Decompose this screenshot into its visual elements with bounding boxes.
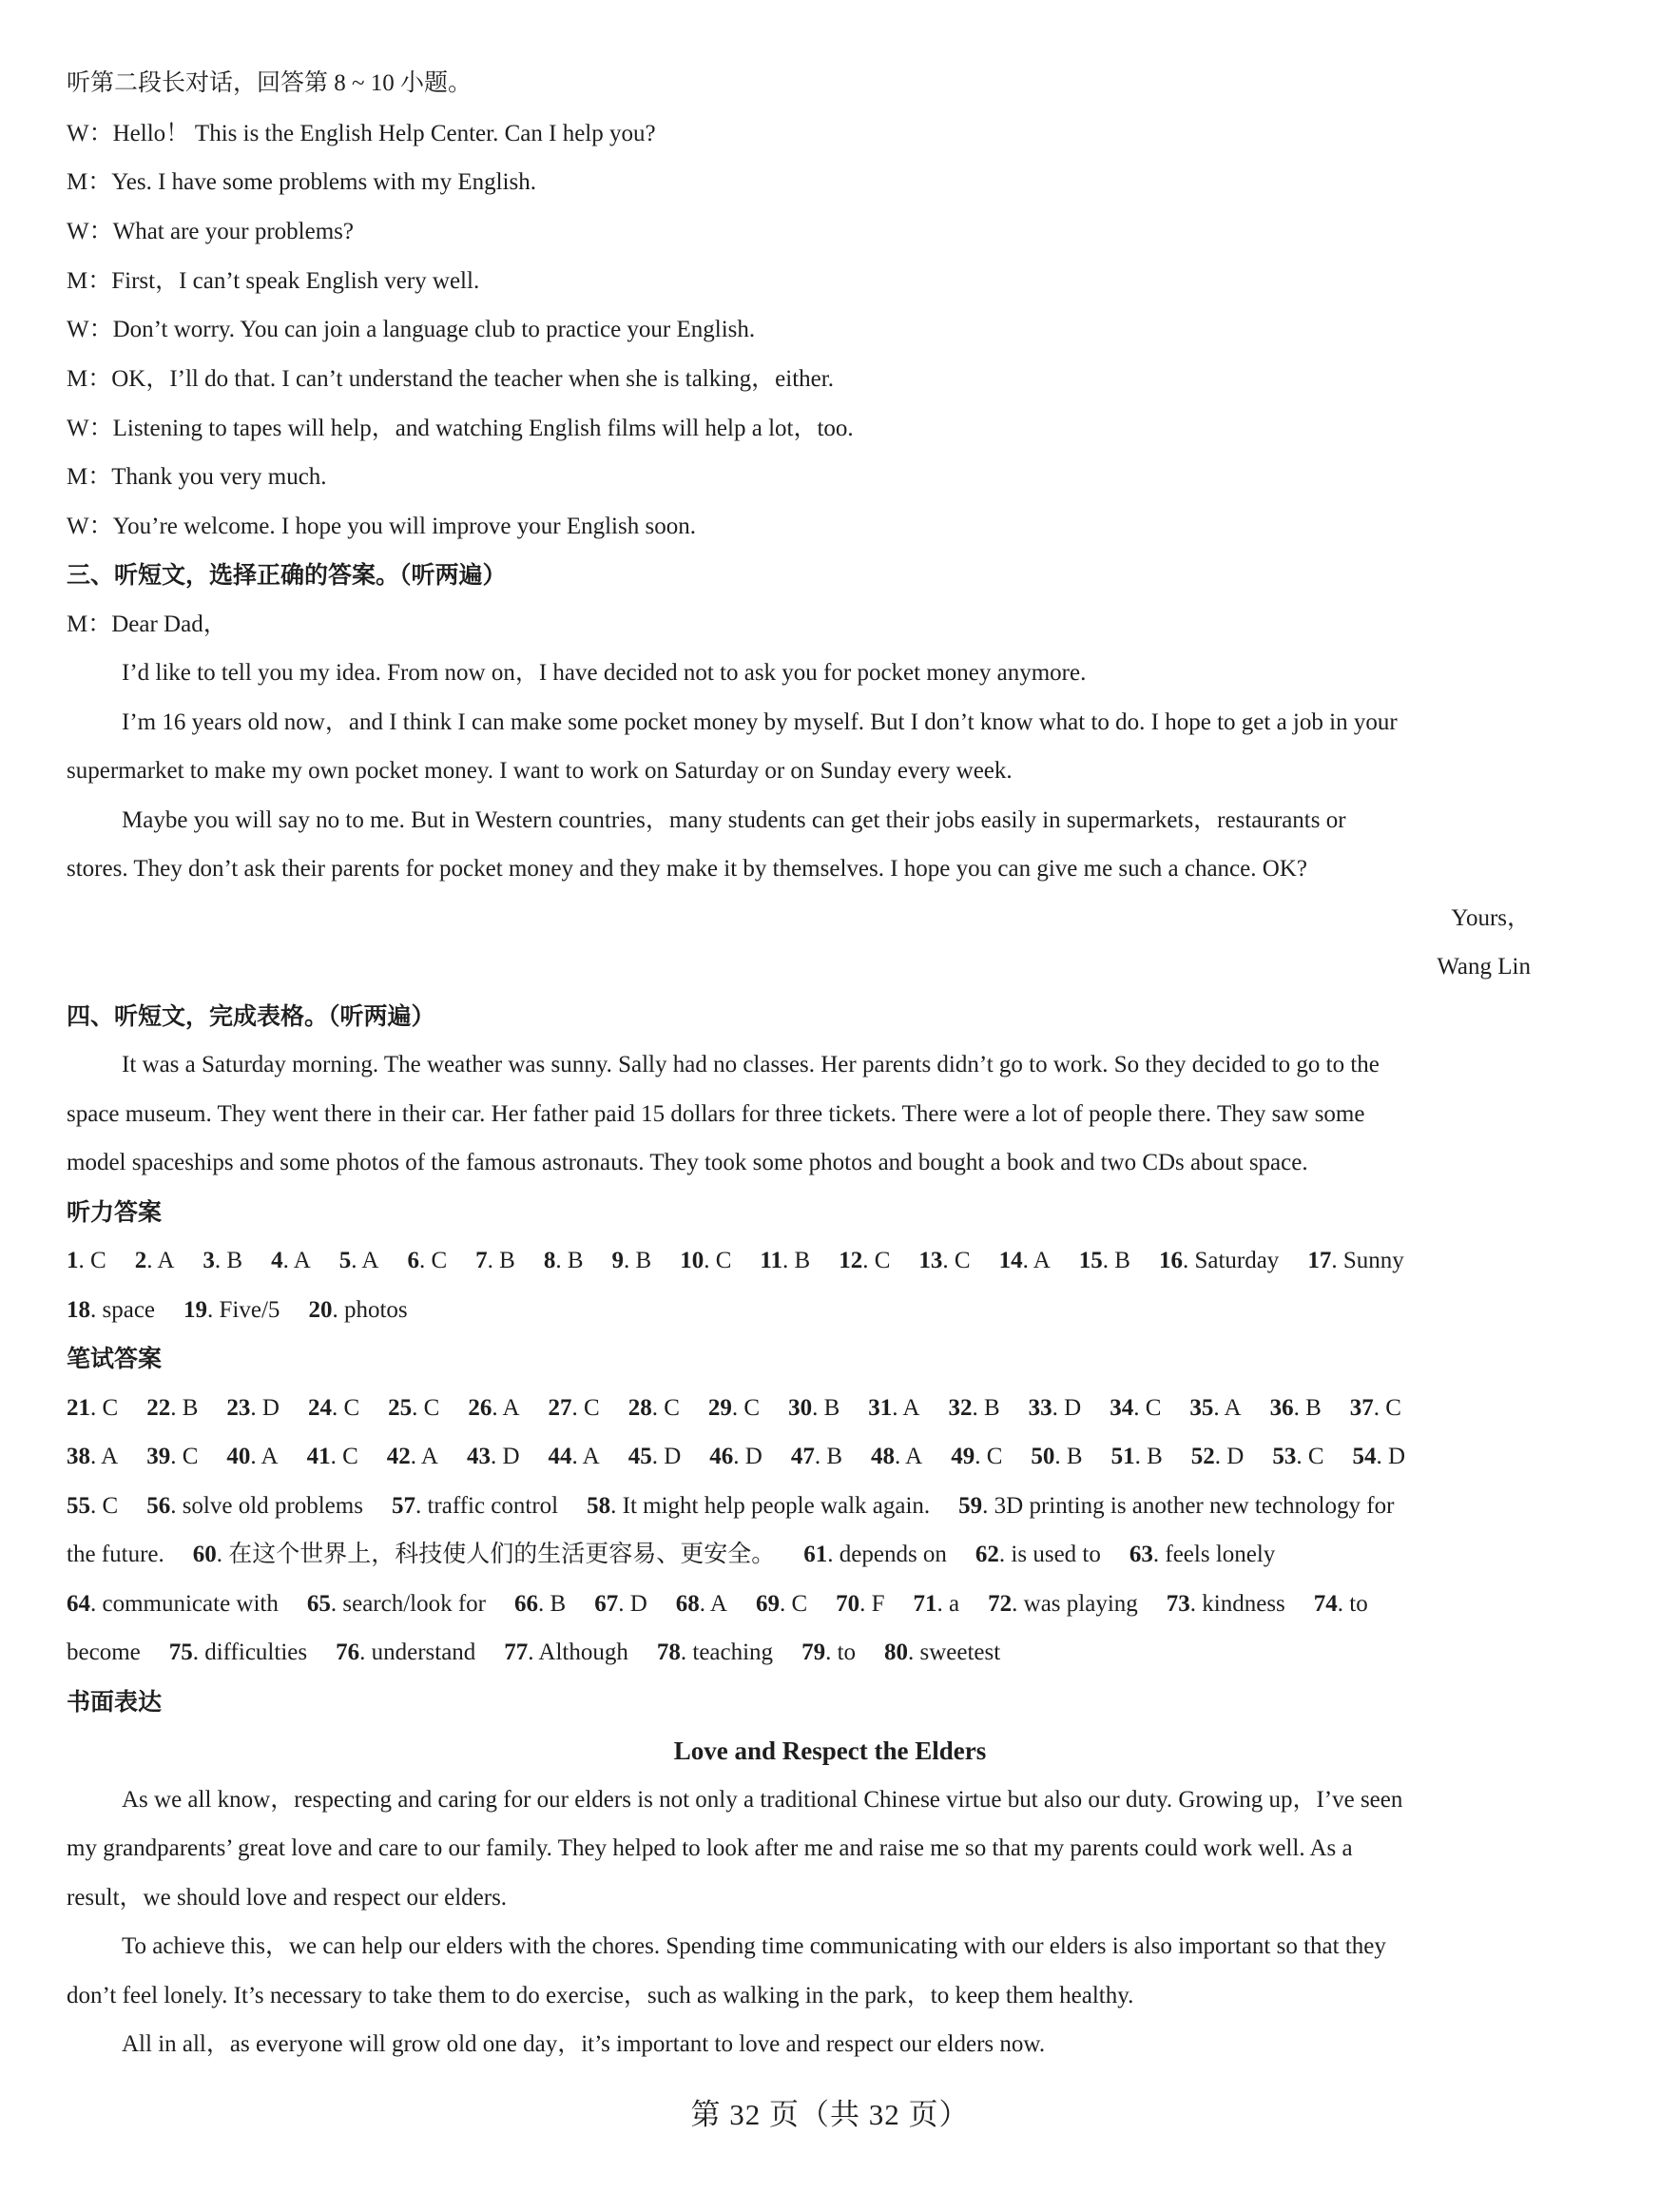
answer-value: A	[502, 1395, 520, 1421]
answer-value: C	[1145, 1395, 1162, 1421]
answer-number: 44	[548, 1444, 572, 1469]
answer-item: 14. A	[998, 1248, 1051, 1273]
answer-value: D	[1226, 1444, 1245, 1469]
answer-value: Sunny	[1342, 1248, 1404, 1273]
answer-value: A	[101, 1444, 119, 1469]
answer-value: A	[1033, 1248, 1051, 1273]
answer-number: 34	[1110, 1395, 1134, 1421]
answer-item: 22. B	[146, 1395, 199, 1421]
answer-number: 45	[627, 1444, 652, 1469]
answer-row	[67, 1489, 1394, 1523]
answer-value: to	[1349, 1591, 1368, 1617]
answer-value: 3D printing is another new technology for	[994, 1493, 1395, 1519]
answer-number: 10	[680, 1248, 705, 1273]
answer-number: 59	[958, 1493, 983, 1519]
answer-item: 17. Sunny	[1307, 1248, 1404, 1273]
answer-item: 9. B	[611, 1248, 652, 1273]
answer-number: 56	[146, 1493, 171, 1519]
answer-item: 11. B	[760, 1248, 811, 1273]
answer-value: 在这个世界上，科技使人们的生活更容易、更安全。	[228, 1542, 776, 1567]
essay-title: Love and Respect the Elders	[673, 1737, 987, 1765]
answer-value: search/look for	[342, 1591, 487, 1617]
answer-number: 2	[134, 1248, 147, 1273]
answer-item: 18. space	[67, 1297, 156, 1323]
answer-item: 30. B	[788, 1395, 840, 1421]
dialogue-line: W：You’re welcome. I hope you will improve your English soon.	[67, 514, 696, 539]
answer-value: B	[1147, 1444, 1163, 1469]
section4-heading: 四、听短文，完成表格。（听两遍）	[67, 1002, 435, 1030]
answer-number: 65	[306, 1591, 331, 1617]
letter-salutation: M：Dear Dad，	[67, 611, 227, 637]
answer-number: 30	[788, 1395, 813, 1421]
listening-answers-heading: 听力答案	[67, 1198, 163, 1226]
answer-number: 21	[67, 1395, 90, 1421]
answer-row	[67, 1244, 1404, 1278]
answer-item: 29. C	[707, 1395, 761, 1421]
letter-closing: Yours，	[1451, 905, 1531, 931]
answer-value: C	[584, 1395, 600, 1421]
page-footer: 第 32 页（共 32 页）	[690, 2098, 970, 2131]
answer-item: 61. depends on	[803, 1542, 947, 1567]
answer-value: B	[1114, 1248, 1130, 1273]
answer-value: B	[635, 1248, 652, 1273]
answer-item: 50. B	[1031, 1444, 1083, 1469]
dialogue-line: M：Thank you very much.	[67, 464, 327, 490]
answer-item: 12. C	[839, 1248, 891, 1273]
answer-number: 61	[803, 1542, 828, 1567]
answer-value: C	[986, 1444, 1003, 1469]
answer-number: 39	[146, 1444, 171, 1469]
answer-number: 57	[391, 1493, 415, 1519]
answer-number: 50	[1031, 1444, 1055, 1469]
letter-paragraph-2-line-2: supermarket to make my own pocket money. I want to work on Saturday or on Sunday every week.	[67, 758, 1013, 784]
answer-number: 3	[203, 1248, 215, 1273]
answer-item: 2. A	[134, 1248, 175, 1273]
answer-number: 19	[183, 1297, 208, 1323]
answer-number: 31	[868, 1395, 893, 1421]
essay-paragraph-2-line-2: don’t feel lonely. It’s necessary to take them to do exercise，such as walking in the park，to keep them healthy.	[67, 1983, 1134, 2008]
answer-number: 40	[226, 1444, 251, 1469]
answer-value: the future.	[67, 1542, 164, 1567]
answer-item: 27. C	[548, 1395, 600, 1421]
answer-number: 60	[192, 1542, 217, 1567]
answer-item: 80. sweetest	[884, 1640, 1001, 1665]
answer-number: 20	[308, 1297, 333, 1323]
answer-value: C	[102, 1493, 119, 1519]
answer-value: B	[550, 1591, 567, 1617]
letter-paragraph-2-line-1: I’m 16 years old now，and I think I can make some pocket money by myself. But I don’t know what to do. I hope to get a job in your	[122, 709, 1398, 735]
answer-value: C	[182, 1444, 199, 1469]
answer-number: 26	[468, 1395, 492, 1421]
answer-item: 42. A	[386, 1444, 438, 1469]
answer-value: is used to	[1011, 1542, 1101, 1567]
answer-item: 36. B	[1269, 1395, 1322, 1421]
answer-item: 71. a	[913, 1591, 960, 1617]
answer-value: C	[954, 1248, 971, 1273]
answer-number: 62	[975, 1542, 999, 1567]
answer-number: 76	[336, 1640, 360, 1665]
answer-item: 28. C	[627, 1395, 680, 1421]
answer-value: difficulties	[204, 1640, 308, 1665]
answer-item: 37. C	[1349, 1395, 1401, 1421]
answer-item: 20. photos	[308, 1297, 408, 1323]
answer-value: D	[629, 1591, 647, 1617]
answer-number: 66	[514, 1591, 539, 1617]
answer-value: B	[826, 1444, 842, 1469]
answer-number: 16	[1158, 1248, 1183, 1273]
answer-item: 33. D	[1028, 1395, 1082, 1421]
answer-item: 21. C	[67, 1395, 119, 1421]
answer-value: C	[791, 1591, 808, 1617]
writing-heading: 书面表达	[67, 1688, 163, 1716]
answer-number: 14	[998, 1248, 1023, 1273]
answer-number: 46	[709, 1444, 734, 1469]
essay-paragraph-1-line-1: As we all know，respecting and caring for our elders is not only a traditional Chinese virtue but also our duty. Growing up，I’ve seen	[122, 1787, 1403, 1813]
answer-item: 7. B	[475, 1248, 515, 1273]
answer-value: A	[1224, 1395, 1242, 1421]
answer-item: 57. traffic control	[391, 1493, 559, 1519]
answer-value: understand	[371, 1640, 476, 1665]
answer-value: D	[664, 1444, 682, 1469]
answer-value: sweetest	[919, 1640, 1001, 1665]
answer-value: C	[431, 1248, 448, 1273]
answer-value: space	[102, 1297, 156, 1323]
answer-value: C	[874, 1248, 891, 1273]
answer-value: B	[983, 1395, 1000, 1421]
answer-number: 12	[839, 1248, 863, 1273]
answer-number: 78	[656, 1640, 681, 1665]
answer-number: 37	[1349, 1395, 1374, 1421]
answer-item: 64. communicate with	[67, 1591, 279, 1617]
answer-value: C	[715, 1248, 732, 1273]
answer-number: 33	[1028, 1395, 1052, 1421]
answer-number: 70	[836, 1591, 860, 1617]
answer-item: 38. A	[67, 1444, 119, 1469]
dialogue-line: M：First，I can’t speak English very well.	[67, 268, 480, 294]
answer-value: C	[102, 1395, 119, 1421]
answer-value: D	[502, 1444, 520, 1469]
answer-value: was playing	[1023, 1591, 1138, 1617]
answer-item: 73. kindness	[1166, 1591, 1285, 1617]
answer-value: B	[1305, 1395, 1322, 1421]
answer-number: 5	[338, 1248, 352, 1273]
answer-item: 48. A	[871, 1444, 923, 1469]
answer-number: 27	[548, 1395, 572, 1421]
answer-item: 74. to	[1313, 1591, 1368, 1617]
dialogue-line: M：OK，I’ll do that. I can’t understand the teacher when she is talking，either.	[67, 366, 834, 392]
answer-number: 48	[871, 1444, 895, 1469]
answer-value: A	[361, 1248, 379, 1273]
answer-number: 36	[1269, 1395, 1294, 1421]
answer-number: 72	[988, 1591, 1013, 1617]
answer-item: 23. D	[226, 1395, 280, 1421]
answer-number: 42	[386, 1444, 411, 1469]
answer-item	[67, 1542, 164, 1567]
answer-item: 46. D	[709, 1444, 762, 1469]
answer-number: 23	[226, 1395, 251, 1421]
answer-number: 80	[884, 1640, 909, 1665]
answer-item: 25. C	[388, 1395, 440, 1421]
answer-item: 40. A	[226, 1444, 279, 1469]
letter-paragraph-3-line-2: stores. They don’t ask their parents for pocket money and they make it by themselves. I hope you can give me such a chance. OK?	[67, 856, 1307, 882]
answer-item: 51. B	[1110, 1444, 1163, 1469]
passage4-line-2: space museum. They went there in their car. Her father paid 15 dollars for three tickets. There were a lot of people there. They saw some	[67, 1101, 1365, 1127]
answer-item: 26. A	[468, 1395, 520, 1421]
listening2-heading: 听第二段长对话，回答第 8 ~ 10 小题。	[67, 70, 473, 96]
answer-number: 77	[504, 1640, 529, 1665]
answer-number: 58	[587, 1493, 611, 1519]
answer-value: feels lonely	[1165, 1542, 1276, 1567]
essay-paragraph-1-line-3: result，we should love and respect our elders.	[67, 1885, 508, 1911]
answer-value: B	[794, 1248, 811, 1273]
written-answers-heading: 笔试答案	[67, 1345, 163, 1372]
answer-value: B	[226, 1248, 243, 1273]
dialogue-line: W：Don’t worry. You can join a language club to practice your English.	[67, 317, 756, 342]
answer-row	[67, 1538, 1275, 1572]
answer-value: D	[1064, 1395, 1082, 1421]
answer-value: C	[1307, 1444, 1324, 1469]
answer-item: 65. search/look for	[306, 1591, 487, 1617]
answer-number: 74	[1313, 1591, 1338, 1617]
answer-row	[67, 1293, 408, 1328]
answer-number: 28	[627, 1395, 652, 1421]
answer-value: It might help people walk again.	[622, 1493, 931, 1519]
answer-item: 77. Although	[504, 1640, 628, 1665]
answer-item: 44. A	[548, 1444, 600, 1469]
answer-value: C	[90, 1248, 106, 1273]
answer-item: 13. C	[918, 1248, 971, 1273]
answer-number: 6	[407, 1248, 419, 1273]
answer-value: C	[664, 1395, 680, 1421]
answer-number: 63	[1129, 1542, 1153, 1567]
answer-value: A	[157, 1248, 175, 1273]
answer-item: 15. B	[1078, 1248, 1130, 1273]
answer-item: 70. F	[836, 1591, 885, 1617]
answer-item: 24. C	[307, 1395, 360, 1421]
answer-value: teaching	[692, 1640, 774, 1665]
answer-item: 68. A	[675, 1591, 727, 1617]
answer-item: 10. C	[680, 1248, 732, 1273]
answer-number: 1	[67, 1248, 79, 1273]
answer-value: A	[905, 1444, 923, 1469]
answer-value: A	[293, 1248, 311, 1273]
answer-number: 52	[1190, 1444, 1215, 1469]
answer-number: 71	[913, 1591, 937, 1617]
answer-value: A	[709, 1591, 727, 1617]
answer-number: 4	[271, 1248, 283, 1273]
answer-value: Although	[538, 1640, 628, 1665]
answer-item: 47. B	[790, 1444, 842, 1469]
essay-paragraph-3-line-1: All in all，as everyone will grow old one day，it’s important to love and respect our elders now.	[122, 2031, 1046, 2057]
answer-row	[67, 1587, 1368, 1621]
dialogue-line: W：What are your problems?	[67, 219, 354, 244]
answer-number: 29	[707, 1395, 732, 1421]
answer-value: A	[261, 1444, 279, 1469]
answer-value: B	[182, 1395, 199, 1421]
answer-item: 78. teaching	[656, 1640, 774, 1665]
dialogue-line: M：Yes. I have some problems with my English.	[67, 169, 536, 195]
answer-item: 43. D	[466, 1444, 520, 1469]
answer-value: solve old problems	[182, 1493, 363, 1519]
answer-number: 11	[760, 1248, 782, 1273]
answer-item: 41. C	[306, 1444, 358, 1469]
answer-item: 1. C	[67, 1248, 106, 1273]
answer-item: 56. solve old problems	[146, 1493, 363, 1519]
letter-paragraph-3-line-1: Maybe you will say no to me. But in Western countries，many students can get their jobs easily in supermarkets，restaurants or	[122, 807, 1346, 833]
answer-item: 55. C	[67, 1493, 119, 1519]
answer-item: 75. difficulties	[168, 1640, 308, 1665]
answer-number: 69	[755, 1591, 780, 1617]
answer-value: C	[343, 1395, 360, 1421]
answer-item: 60. 在这个世界上，科技使人们的生活更容易、更安全。	[192, 1542, 776, 1567]
answer-number: 75	[168, 1640, 193, 1665]
answer-value: D	[1388, 1444, 1406, 1469]
answer-item: 69. C	[755, 1591, 808, 1617]
answer-item: 16. Saturday	[1158, 1248, 1280, 1273]
answer-number: 22	[146, 1395, 171, 1421]
answer-item: 19. Five/5	[183, 1297, 280, 1323]
answer-item: 5. A	[338, 1248, 379, 1273]
answer-row	[67, 1636, 1000, 1670]
answer-value: to	[837, 1640, 857, 1665]
dialogue-line: W：Hello！ This is the English Help Center. Can I help you?	[67, 121, 656, 146]
answer-item: 8. B	[543, 1248, 584, 1273]
answer-number: 67	[594, 1591, 619, 1617]
answer-item: 31. A	[868, 1395, 920, 1421]
answer-number: 38	[67, 1444, 90, 1469]
answer-number: 54	[1352, 1444, 1377, 1469]
answer-value: become	[67, 1640, 141, 1665]
answer-value: C	[1385, 1395, 1401, 1421]
answer-value: traffic control	[427, 1493, 559, 1519]
answer-value: D	[261, 1395, 280, 1421]
answer-item: 62. is used to	[975, 1542, 1101, 1567]
answer-value: communicate with	[102, 1591, 279, 1617]
answer-value: B	[1066, 1444, 1083, 1469]
letter-signature: Wang Lin	[1437, 954, 1531, 980]
answer-value: depends on	[839, 1542, 947, 1567]
answer-item: 45. D	[627, 1444, 682, 1469]
answer-number: 68	[675, 1591, 700, 1617]
letter-paragraph-1: I’d like to tell you my idea. From now on，I have decided not to ask you for pocket money anymore.	[122, 660, 1087, 686]
answer-row	[67, 1391, 1401, 1426]
answer-row	[67, 1440, 1405, 1474]
answer-item: 39. C	[146, 1444, 199, 1469]
answer-value: A	[420, 1444, 438, 1469]
answer-number: 43	[466, 1444, 491, 1469]
answer-value: B	[567, 1248, 584, 1273]
answer-value: Five/5	[219, 1297, 280, 1323]
answer-number: 13	[918, 1248, 943, 1273]
answer-value: photos	[343, 1297, 408, 1323]
answer-item: 4. A	[271, 1248, 311, 1273]
answer-number: 49	[951, 1444, 975, 1469]
answer-number: 8	[543, 1248, 556, 1273]
answer-item: 54. D	[1352, 1444, 1406, 1469]
answer-value: C	[743, 1395, 761, 1421]
answer-number: 73	[1166, 1591, 1190, 1617]
answer-item: 35. A	[1189, 1395, 1242, 1421]
answer-value: Saturday	[1194, 1248, 1280, 1273]
essay-paragraph-2-line-1: To achieve this，we can help our elders with the chores. Spending time communicating with our elders is also important so that they	[122, 1933, 1386, 1959]
answer-item: 76. understand	[336, 1640, 476, 1665]
answer-number: 15	[1078, 1248, 1103, 1273]
answer-number: 18	[67, 1297, 90, 1323]
answer-value: B	[499, 1248, 515, 1273]
answer-number: 9	[611, 1248, 624, 1273]
answer-item: 34. C	[1110, 1395, 1162, 1421]
answer-value: D	[744, 1444, 762, 1469]
answer-number: 47	[790, 1444, 815, 1469]
answer-number: 7	[475, 1248, 488, 1273]
answer-number: 24	[307, 1395, 332, 1421]
dialogue-line: W：Listening to tapes will help，and watching English films will help a lot，too.	[67, 416, 854, 441]
answer-number: 79	[801, 1640, 826, 1665]
essay-paragraph-1-line-2: my grandparents’ great love and care to our family. They helped to look after me and raise me so that my parents could work well. As a	[67, 1835, 1353, 1861]
answer-value: a	[949, 1591, 960, 1617]
answer-item	[67, 1640, 141, 1665]
answer-number: 64	[67, 1591, 90, 1617]
answer-item: 52. D	[1190, 1444, 1245, 1469]
answer-item: 72. was playing	[988, 1591, 1138, 1617]
answer-item: 49. C	[951, 1444, 1003, 1469]
answer-number: 32	[948, 1395, 973, 1421]
section3-heading: 三、听短文，选择正确的答案。（听两遍）	[67, 561, 507, 589]
answer-number: 55	[67, 1493, 90, 1519]
answer-value: C	[342, 1444, 358, 1469]
answer-item: 6. C	[407, 1248, 448, 1273]
answer-item: 59. 3D printing is another new technology for	[958, 1493, 1395, 1519]
answer-number: 53	[1272, 1444, 1297, 1469]
answer-item: 66. B	[514, 1591, 567, 1617]
passage4-line-3: model spaceships and some photos of the famous astronauts. They took some photos and bought a book and two CDs about space.	[67, 1150, 1308, 1175]
passage4-line-1: It was a Saturday morning. The weather was sunny. Sally had no classes. Her parents didn’t go to work. So they decided to go to the	[122, 1052, 1380, 1077]
answer-item: 53. C	[1272, 1444, 1324, 1469]
answer-value: F	[871, 1591, 885, 1617]
answer-number: 25	[388, 1395, 413, 1421]
answer-item: 79. to	[801, 1640, 857, 1665]
answer-value: A	[902, 1395, 920, 1421]
answer-number: 41	[306, 1444, 331, 1469]
answer-number: 51	[1110, 1444, 1135, 1469]
answer-item: 58. It might help people walk again.	[587, 1493, 931, 1519]
answer-item: 32. B	[948, 1395, 1000, 1421]
answer-item: 67. D	[594, 1591, 647, 1617]
answer-number: 17	[1307, 1248, 1332, 1273]
answer-value: kindness	[1202, 1591, 1285, 1617]
answer-value: B	[823, 1395, 840, 1421]
answer-value: C	[423, 1395, 440, 1421]
answer-value: A	[582, 1444, 600, 1469]
answer-number: 35	[1189, 1395, 1214, 1421]
answer-item: 63. feels lonely	[1129, 1542, 1276, 1567]
answer-item: 3. B	[203, 1248, 243, 1273]
